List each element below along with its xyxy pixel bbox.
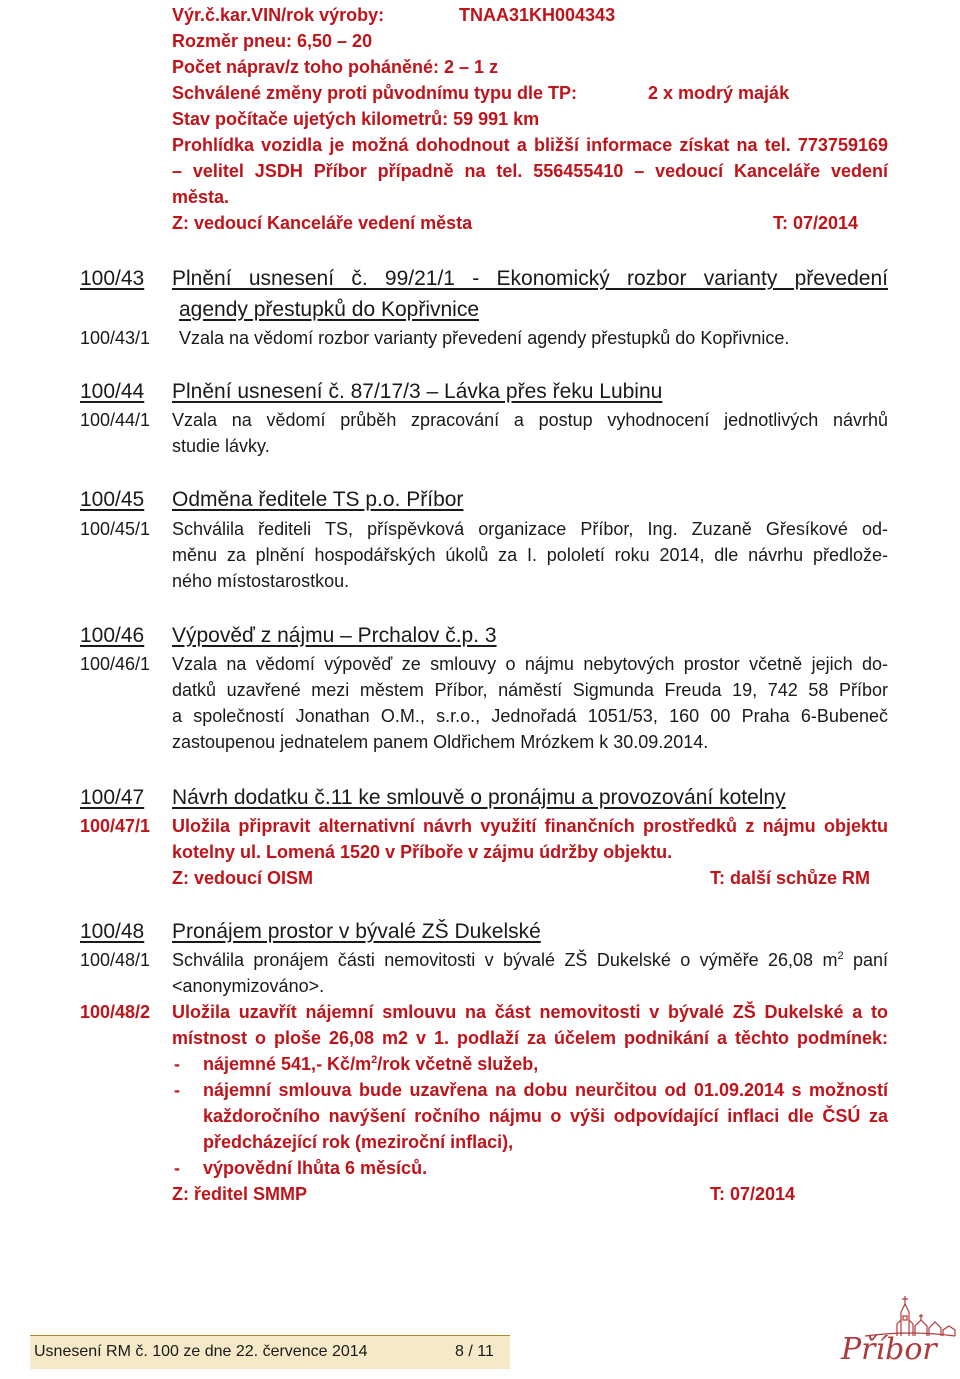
footer-page-number: 8 / 11	[455, 1343, 494, 1360]
resolution-48-1-text-b: paní	[843, 950, 888, 970]
section-46-number: 100/46	[80, 624, 145, 647]
odometer: Stav počítače ujetých kilometrů: 59 991 km	[172, 109, 540, 129]
changes-label: Schválené změny proti původnímu typu dle TP:	[172, 83, 578, 103]
responsible-oism: Z: vedoucí OISM	[172, 868, 314, 888]
resolution-45-1-line-2: měnu za plnění hospodářských úkolů za I. pololetí roku 2014, dle návrhu předlože-	[172, 545, 888, 565]
pribor-logo	[835, 1290, 957, 1374]
section-47-title: Návrh dodatku č.11 ke smlouvě o pronájmu a provozování kotelny	[172, 786, 786, 809]
bullet-dash-1: -	[174, 1054, 180, 1074]
section-43-number: 100/43	[80, 267, 145, 290]
responsible-kancelar: Z: vedoucí Kanceláře vedení města	[172, 213, 473, 233]
bullet-3-notice: výpovědní lhůta 6 měsíců.	[203, 1158, 428, 1178]
resolution-44-1-number: 100/44/1	[80, 410, 151, 430]
section-48-number: 100/48	[80, 920, 145, 943]
resolution-46-1-line-3: a společností Jonathan O.M., s.r.o., Jednořadá 1051/53, 160 00 Praha 6-Bubeneč	[172, 706, 888, 726]
resolution-47-1-line-1: Uložila připravit alternativní návrh využití finančních prostředků z nájmu objektu	[172, 816, 888, 836]
bullet-1-superscript: 2	[371, 1054, 378, 1066]
resolution-46-1-line-2: datků uzavřené mezi městem Příbor, náměstí Sigmunda Freuda 19, 742 58 Příbor	[172, 680, 888, 700]
resolution-48-1-number: 100/48/1	[80, 950, 151, 970]
resolution-48-1-line-2: <anonymizováno>.	[172, 976, 325, 996]
section-45-title: Odměna ředitele TS p.o. Příbor	[172, 488, 464, 511]
resolution-47-1-number: 100/47/1	[80, 816, 151, 836]
resolution-46-1-number: 100/46/1	[80, 654, 151, 674]
resolution-44-1-line-1: Vzala na vědomí průběh zpracování a postup vyhodnocení jednotlivých návrhů	[172, 410, 888, 430]
inspection-line-2: – velitel JSDH Příbor případně na tel. 556455410 – vedoucí Kanceláře vedení	[172, 161, 888, 181]
inspection-line-3: města.	[172, 187, 230, 207]
resolution-48-1-text-a: Schválila pronájem části nemovitosti v bývalé ZŠ Dukelské o výměře 26,08 m	[172, 950, 838, 970]
footer-resolution-label: Usnesení RM č. 100 ze dne 22. července 2014	[34, 1343, 368, 1360]
term-48: T: 07/2014	[710, 1184, 796, 1204]
resolution-46-1-line-4: zastoupenou jednatelem panem Oldřichem Mrózkem k 30.09.2014.	[172, 732, 709, 752]
vin-value: TNAA31KH004343	[459, 5, 616, 25]
bullet-2-line-1: nájemní smlouva bude uzavřena na dobu neurčitou od 01.09.2014 s možností	[203, 1080, 888, 1100]
resolution-48-2-line-1: Uložila uzavřít nájemní smlouvu na část nemovitosti v bývalé ZŠ Dukelské a to	[172, 1002, 888, 1022]
resolution-44-1-line-2: studie lávky.	[172, 436, 270, 456]
resolution-48-1-line-1	[172, 947, 888, 973]
logo-script-text: Příbor	[841, 1332, 937, 1367]
bullet-1-text-a: nájemné 541,- Kč/m	[203, 1054, 372, 1074]
section-44-title: Plnění usnesení č. 87/17/3 – Lávka přes řeku Lubinu	[172, 380, 663, 403]
resolution-48-2-number: 100/48/2	[80, 1002, 151, 1022]
axles-count: Počet náprav/z toho poháněné: 2 – 1 z	[172, 57, 499, 77]
section-44-number: 100/44	[80, 380, 145, 403]
section-48-title: Pronájem prostor v bývalé ZŠ Dukelské	[172, 920, 541, 943]
bullet-dash-2: -	[174, 1080, 180, 1100]
resolution-43-1-text: Vzala na vědomí rozbor varianty převedení agendy přestupků do Kopřivnice.	[179, 328, 790, 348]
resolution-45-1-line-1: Schválila řediteli TS, příspěvková organizace Příbor, Ing. Zuzaně Gřesíkové od-	[172, 519, 888, 539]
section-43-title-line-1: Plnění usnesení č. 99/21/1 - Ekonomický rozbor varianty převedení	[172, 267, 888, 290]
bullet-2-line-3: předcházející rok (meziroční inflaci),	[203, 1132, 514, 1152]
changes-value: 2 x modrý maják	[648, 83, 790, 103]
bullet-1-text-b: /rok včetně služeb,	[377, 1054, 539, 1074]
resolution-47-1-line-2: kotelny ul. Lomená 1520 v Příboře v zájmu údržby objektu.	[172, 842, 673, 862]
vin-label: Výr.č.kar.VIN/rok výroby:	[172, 5, 385, 25]
resolution-46-1-line-1: Vzala na vědomí výpověď ze smlouvy o nájmu nebytových prostor včetně jejich do-	[172, 654, 888, 674]
tire-size: Rozměr pneu: 6,50 – 20	[172, 31, 373, 51]
section-45-number: 100/45	[80, 488, 145, 511]
resolution-43-1-number: 100/43/1	[80, 328, 151, 348]
inspection-line-1: Prohlídka vozidla je možná dohodnout a bližší informace získat na tel. 773759169	[172, 135, 888, 155]
responsible-smmp: Z: ředitel SMMP	[172, 1184, 308, 1204]
section-46-title: Výpověď z nájmu – Prchalov č.p. 3	[172, 624, 497, 647]
term-top: T: 07/2014	[773, 213, 859, 233]
resolution-45-1-line-3: ného místostarostkou.	[172, 571, 350, 591]
resolution-48-2-line-2: místnost o ploše 26,08 m2 v 1. podlaží za účelem podnikání a těchto podmínek:	[172, 1028, 888, 1048]
section-43-title-line-2: agendy přestupků do Kopřivnice	[179, 298, 480, 321]
bullet-1-rent	[203, 1051, 538, 1077]
resolution-45-1-number: 100/45/1	[80, 519, 151, 539]
bullet-dash-3: -	[174, 1158, 180, 1178]
bullet-2-line-2: každoročního navýšení ročního nájmu o výši odpovídající inflaci dle ČSÚ za	[203, 1106, 888, 1126]
term-47: T: další schůze RM	[710, 868, 871, 888]
section-47-number: 100/47	[80, 786, 145, 809]
superscript-2: 2	[837, 950, 844, 962]
